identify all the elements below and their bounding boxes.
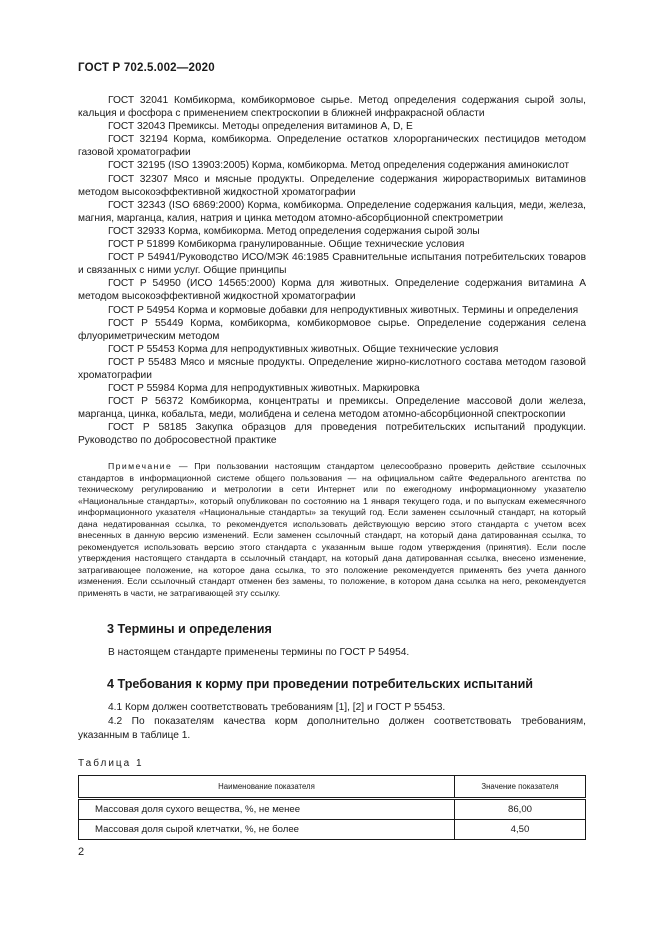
reference-item: ГОСТ Р 55483 Мясо и мясные продукты. Определение жирно-кислотного состава методом газовой хроматографии: [78, 356, 586, 381]
reference-item: ГОСТ Р 55453 Корма для непродуктивных животных. Общие технические условия: [108, 343, 499, 355]
reference-item: ГОСТ 32041 Комбикорма, комбикормовое сырье. Метод определения содержания сырой золы, кальция и фосфора с применением спектроскопии в ближней инфракрасной области: [78, 95, 586, 120]
note-text: — При пользовании настоящим стандартом целесообразно проверить действие ссылочных стандартов в информационной системе общего пользования — на официальном сайте Федерального агентства по техническому регулированию и метрологии в сети Интернет или по ежегодному информационному указателю «Национальные стандарты», который опубликован по состоянию на 1 января текущего года, и по выпускам ежемесячного информационного указателя «Национальные стандарты» за текущий год. Если заменен ссылочный стандарт, на который дана недатированная ссылка, то рекомендуется использовать действующую версию этого стандарта с учетом всех внесенных в данную версию изменений. Если заменен ссылочный стандарт, на который дана датированная ссылка, то рекомендуется использовать версию этого стандарта с указанным выше годом утверждения (принятия). Если после утверждения настоящего стандарта в ссылочный стандарт, на который дана датированная ссылка, внесено изменение, затрагивающее положение, на которое дана ссылка, то это положение рекомендуется применять без учета данного изменения. Если ссылочный стандарт отменен без замены, то положение, в котором дана ссылка на него, рекомендуется применять в части, не затрагивающей эту ссылку.: [78, 461, 586, 598]
reference-item: ГОСТ 32343 (ISO 6869:2000) Корма, комбикорма. Определение содержания кальция, меди, железа, магния, марганца, калия, натрия и цинка методом атомно-абсорбционной спектрометрии: [78, 199, 586, 224]
page-number: 2: [78, 846, 85, 858]
column-header: Наименование показателя: [79, 776, 455, 799]
reference-item: ГОСТ 32307 Мясо и мясные продукты. Определение содержания жирорастворимых витаминов методом высокоэффективной жидкостной хроматографии: [78, 173, 586, 198]
normative-references-list: [78, 94, 586, 448]
reference-item: ГОСТ 32195 (ISO 13903:2005) Корма, комбикорма. Метод определения содержания аминокислот: [108, 160, 570, 172]
requirements-table: [78, 775, 586, 840]
indicator-value: 86,00: [455, 799, 586, 820]
indicator-name: Массовая доля сырой клетчатки, %, не более: [79, 820, 455, 840]
section-4-heading: 4 Требования к корму при проведении потребительских испытаний: [107, 677, 534, 691]
clause-4-1: 4.1 Корм должен соответствовать требованиям [1], [2] и ГОСТ Р 55453.: [108, 702, 446, 713]
note-paragraph: [78, 461, 586, 599]
reference-item: ГОСТ 32933 Корма, комбикорма. Метод определения содержания сырой золы: [108, 225, 480, 237]
document-header: ГОСТ Р 702.5.002—2020: [78, 62, 215, 74]
reference-item: ГОСТ Р 55449 Корма, комбикорма, комбикормовое сырье. Определение содержания селена флуориметрическим методом: [78, 317, 586, 342]
reference-item: ГОСТ Р 55984 Корма для непродуктивных животных. Маркировка: [108, 383, 420, 395]
note-label: Примечание: [108, 461, 173, 471]
indicator-name: Массовая доля сухого вещества, %, не менее: [79, 799, 455, 820]
section-3-text: В настоящем стандарте применены термины по ГОСТ Р 54954.: [108, 647, 410, 658]
table-header-row: [79, 776, 586, 799]
table-caption: Таблица 1: [78, 758, 144, 769]
reference-item: ГОСТ 32194 Корма, комбикорма. Определение остатков хлорорганических пестицидов методом газовой хроматографии: [78, 134, 586, 159]
reference-item: ГОСТ 32043 Премиксы. Методы определения витаминов А, D, Е: [108, 121, 413, 133]
clause-4-2: 4.2 По показателям качества корм дополнительно должен соответствовать требованиям, указанным в таблице 1.: [78, 716, 586, 741]
reference-item: ГОСТ Р 51899 Комбикорма гранулированные. Общие технические условия: [108, 239, 465, 251]
reference-item: ГОСТ Р 54941/Руководство ИСО/МЭК 46:1985 Сравнительные испытания потребительских товаров и связанных с ними услуг. Общие принципы: [78, 252, 586, 277]
indicator-value: 4,50: [455, 820, 586, 840]
reference-item: ГОСТ Р 56372 Комбикорма, концентраты и премиксы. Определение массовой доли железа, марганца, цинка, кобальта, меди, молибдена и селена методом атомно-абсорбционной спектроскопии: [78, 396, 586, 421]
table-row: [79, 820, 586, 840]
section-3-heading: 3 Термины и определения: [107, 622, 272, 636]
reference-item: ГОСТ Р 58185 Закупка образцов для проведения потребительских испытаний продукции. Руководство по добросовестной практике: [78, 422, 586, 447]
column-header: Значение показателя: [455, 776, 586, 799]
table-row: [79, 799, 586, 820]
reference-item: ГОСТ Р 54954 Корма и кормовые добавки для непродуктивных животных. Термины и определения: [108, 304, 579, 316]
reference-item: ГОСТ Р 54950 (ИСО 14565:2000) Корма для животных. Определение содержания витамина А методом высокоэффективной жидкостной хроматографии: [78, 278, 586, 303]
